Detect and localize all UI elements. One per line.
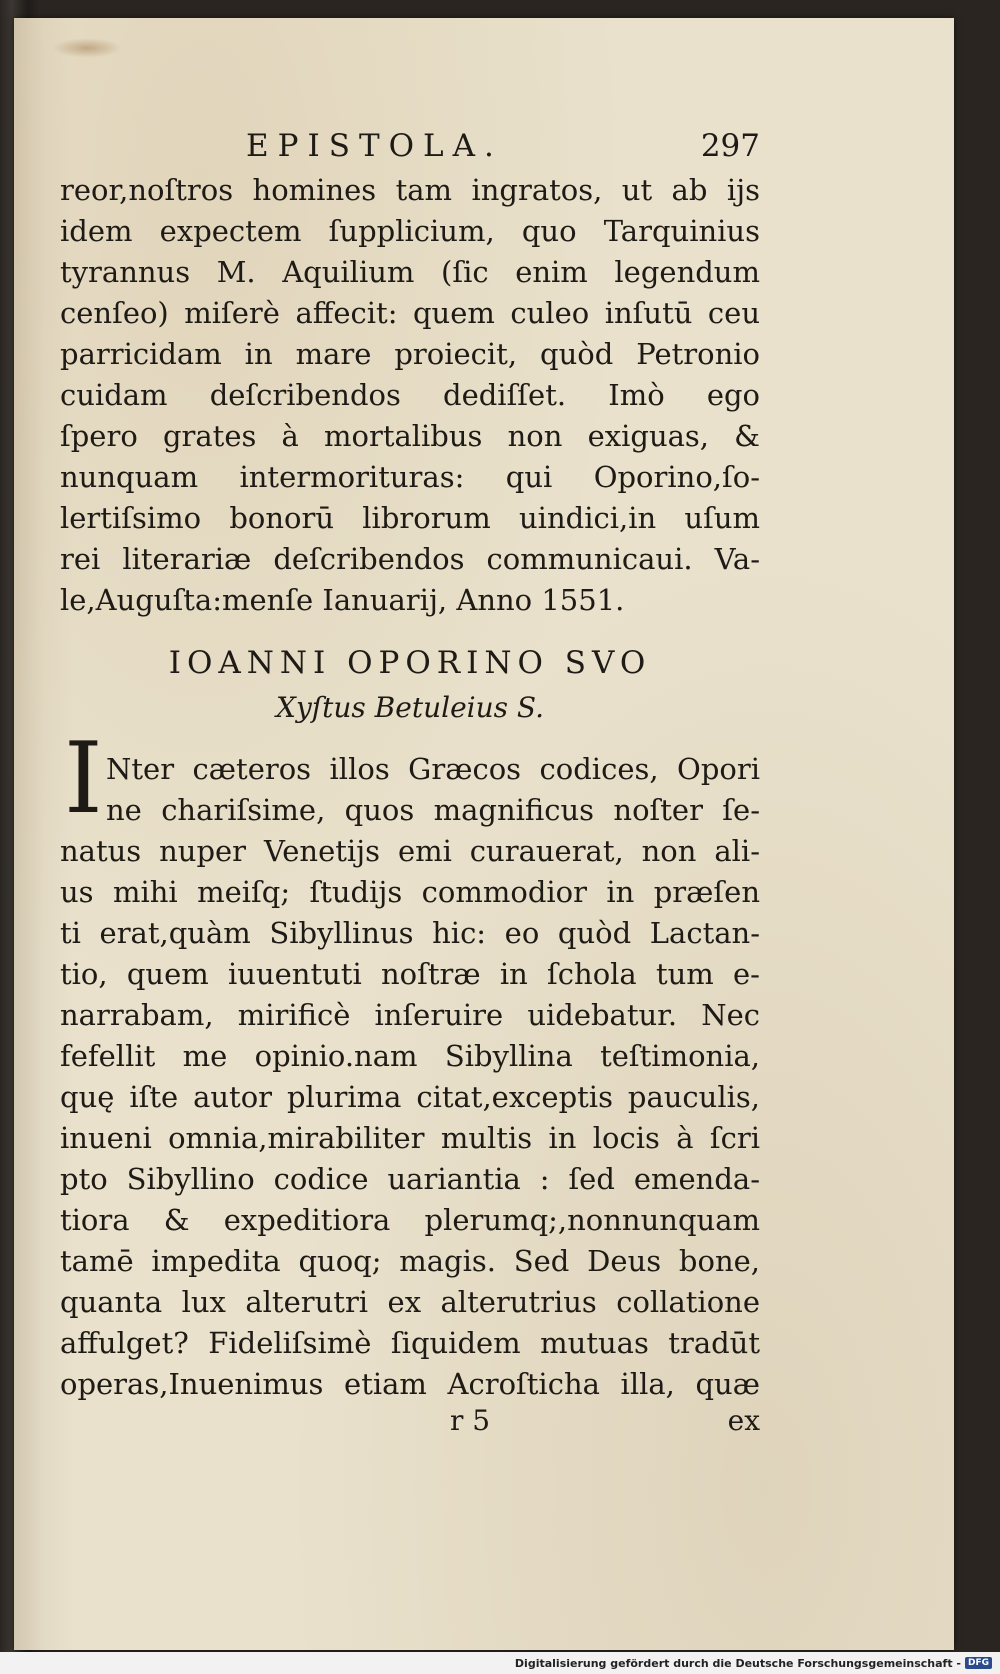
text-line: reor,noſtros homines tam ingratos, ut ab ijs (60, 173, 760, 207)
text-line: fefellit me opinio.nam Sibyllina teſtimonia, (60, 1039, 760, 1073)
text-line: quę iſte autor plurima citat,exceptis pauculis, (60, 1080, 760, 1114)
text-line: operas,Inuenimus etiam Acroſticha illa, quæ (60, 1367, 760, 1401)
page-foot (60, 1404, 760, 1444)
text-line: cuidam deſcribendos dediſſet. Imò ego (60, 378, 760, 412)
text-line: cenſeo) miſerè affecit: quem culeo inſutū ceu (60, 296, 760, 330)
text-line: nunquam intermorituras: qui Oporino,ſo- (60, 460, 760, 494)
text-line: affulget? Fideliſsimè ſiquidem mutuas tradūt (60, 1326, 760, 1360)
text-line: pto Sibyllino codice uariantia : ſed emenda- (60, 1162, 760, 1196)
running-head-title: EPISTOLA. (246, 128, 503, 164)
letter-heading-sender: Xyſtus Betuleius S. (276, 691, 544, 724)
letter-heading-addressee: IOANNI OPORINO SVO (168, 645, 652, 681)
text-line: tyrannus M. Aquilium (ſic enim legendum (60, 255, 760, 289)
catchword: ex (727, 1404, 760, 1437)
text-line: le,Auguſta:menſe Ianuarij, Anno 1551. (60, 583, 625, 617)
text-line: narrabam, mirificè inſeruire uidebatur. Nec (60, 998, 760, 1032)
letter-body-text (60, 749, 760, 1405)
signature-mark: r 5 (450, 1404, 491, 1437)
text-line: idem expectem ſupplicium, quo Tarquinius (60, 214, 760, 248)
text-line: tiora & expeditiora plerumq;,nonnunquam (60, 1203, 760, 1237)
text-line: tio, quem iuuentuti noſtræ in ſchola tum e- (60, 957, 760, 991)
dfg-logo: DFG (965, 1657, 992, 1669)
text-line: tamē impedita quoq; magis. Sed Deus bone, (60, 1244, 760, 1278)
text-line: ſpero grates à mortalibus non exiguas, & (60, 419, 760, 453)
text-line: ti erat,quàm Sibyllinus hic: eo quòd Lactan- (60, 916, 760, 950)
text-line: lertiſsimo bonorū librorum uindici,in uſum (60, 501, 760, 535)
text-line: quanta lux alterutri ex alterutrius collatione (60, 1285, 760, 1319)
digitization-footer (0, 1652, 1000, 1674)
running-head (60, 128, 760, 164)
text-line: parricidam in mare proiecit, quòd Petronio (60, 337, 760, 371)
footer-credit: Digitalisierung gefördert durch die Deutsche Forschungsgemeinschaft - (514, 1656, 961, 1670)
drop-cap: I (64, 722, 103, 836)
text-line: inueni omnia,mirabiliter multis in locis à ſcri (60, 1121, 760, 1155)
page-number: 297 (700, 128, 760, 164)
page-stain (52, 38, 122, 58)
text-line: natus nuper Venetijs emi curauerat, non ali- (60, 834, 760, 868)
text-line: us mihi meiſq; ſtudijs commodior in præſen (60, 875, 760, 909)
text-line: Nter cæteros illos Græcos codices, Opori (106, 752, 760, 786)
text-line: ne chariſsime, quos magnificus noſter ſe- (106, 793, 760, 827)
letter-ending-text (60, 170, 760, 621)
text-line: rei literariæ deſcribendos communicaui. Va- (60, 542, 760, 576)
